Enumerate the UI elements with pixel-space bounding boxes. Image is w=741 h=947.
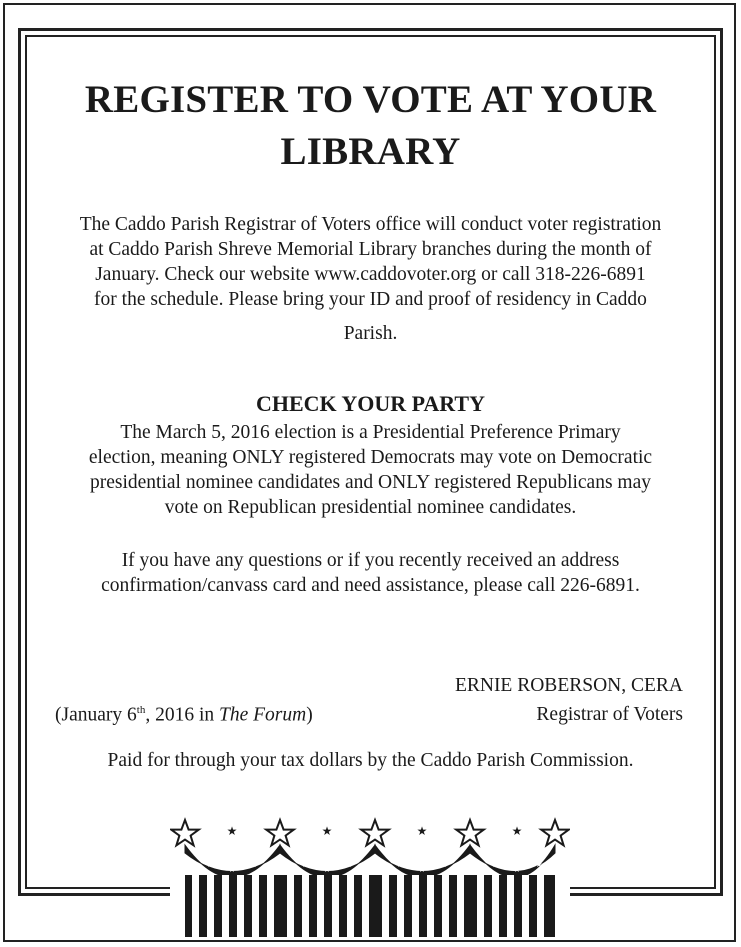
signature-name: ERNIE ROBERSON, CERA	[454, 675, 683, 696]
svg-text:★: ★	[396, 860, 404, 869]
questions-line: If you have any questions or if you recently received an address	[121, 550, 620, 571]
intro-line: at Caddo Parish Shreve Memorial Library branches during the month of	[89, 239, 652, 260]
signature-title: Registrar of Voters	[536, 704, 683, 725]
intro-last-line: Parish.	[343, 323, 398, 344]
svg-text:★: ★	[226, 824, 238, 838]
svg-text:★: ★	[323, 865, 331, 874]
intro-paragraph	[50, 212, 691, 312]
svg-text:★: ★	[250, 860, 258, 869]
intro-line: for the schedule. Please bring your ID and proof of residency in Caddo	[94, 289, 647, 310]
questions-line: confirmation/canvass card and need assistance, please call 226-6891.	[101, 575, 640, 596]
intro-line: January. Check our website www.caddovoter.org or call 318-226-6891	[95, 264, 646, 285]
party-line: presidential nominee candidates and ONLY registered Republicans may	[89, 472, 651, 493]
party-line: The March 5, 2016 election is a Presidential Preference Primary	[120, 422, 621, 443]
svg-text:★: ★	[206, 860, 214, 869]
publication-date: (January 6th, 2016 in The Forum)	[55, 704, 313, 726]
svg-text:★: ★	[511, 824, 523, 838]
svg-text:★: ★	[301, 860, 309, 869]
paid-notice: Paid for through your tax dollars by the Caddo Parish Commission.	[107, 750, 634, 771]
party-line: vote on Republican presidential nominee candidates.	[164, 497, 577, 518]
svg-text:★: ★	[418, 865, 426, 874]
party-line: election, meaning ONLY registered Democrats may vote on Democratic	[88, 447, 653, 468]
intro-line: The Caddo Parish Registrar of Voters office will conduct voter registration	[79, 214, 662, 235]
svg-text:★: ★	[491, 860, 499, 869]
svg-text:★: ★	[321, 824, 333, 838]
svg-text:★: ★	[228, 865, 236, 874]
svg-text:★: ★	[345, 860, 353, 869]
page-title: REGISTER TO VOTE AT YOUR LIBRARY	[84, 78, 657, 173]
questions-paragraph	[50, 548, 691, 598]
party-paragraph	[50, 420, 691, 520]
svg-text:★: ★	[440, 860, 448, 869]
svg-text:★: ★	[416, 824, 428, 838]
patriotic-bunting-icon	[170, 815, 570, 940]
party-heading: CHECK YOUR PARTY	[255, 391, 485, 416]
svg-text:★: ★	[513, 865, 521, 874]
svg-text:★: ★	[535, 860, 543, 869]
